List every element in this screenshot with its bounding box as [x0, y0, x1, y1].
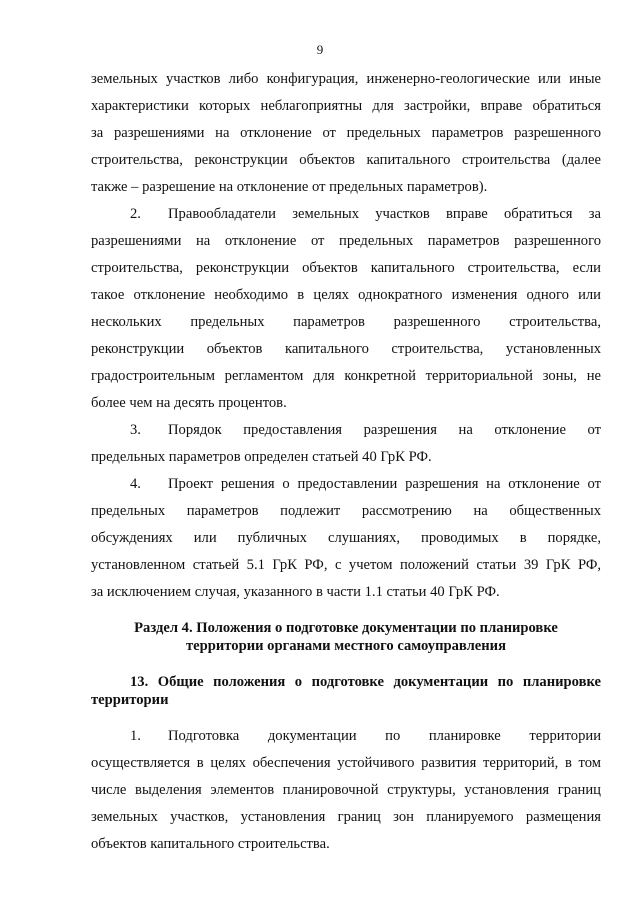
- text-line: объектов капитального строительства.: [91, 836, 330, 852]
- text-line: градостроительным регламентом для конкретной территориальной зоны, не: [91, 368, 601, 384]
- section-heading: территории органами местного самоуправления: [186, 638, 506, 654]
- text-line: строительства, реконструкции объектов капитального строительства, если: [91, 260, 601, 276]
- text-line: строительства, реконструкции объектов капитального строительства (далее: [91, 152, 601, 168]
- text-line: земельных участков либо конфигурация, инженерно-геологические или иные: [91, 71, 601, 87]
- text-line: Правообладатели земельных участков вправе обратиться за: [168, 206, 601, 222]
- text-line: нескольких предельных параметров разрешенного строительства,: [91, 314, 601, 330]
- text-line: Порядок предоставления разрешения на отклонение от: [168, 422, 601, 438]
- text-line: обсуждениях или публичных слушаниях, проводимых в порядке,: [91, 530, 601, 546]
- text-line: также – разрешение на отклонение от предельных параметров).: [91, 179, 488, 195]
- text-line: осуществляется в целях обеспечения устойчивого развития территорий, в том: [91, 755, 601, 771]
- article-heading: территории: [91, 692, 169, 708]
- text-line: разрешениями на отклонение от предельных параметров разрешенного: [91, 233, 601, 249]
- paragraph-number: 4.: [130, 476, 141, 492]
- section-heading: Раздел 4. Положения о подготовке документации по планировке: [134, 620, 558, 636]
- text-line: за исключением случая, указанного в части 1.1 статьи 40 ГрК РФ.: [91, 584, 500, 600]
- text-line: числе выделения элементов планировочной структуры, установления границ: [91, 782, 601, 798]
- text-line: земельных участков, установления границ зон планируемого размещения: [91, 809, 601, 825]
- text-line: установленном статьей 5.1 ГрК РФ, с учетом положений статьи 39 ГрК РФ,: [91, 557, 601, 573]
- text-line: характеристики которых неблагоприятны для застройки, вправе обратиться: [91, 98, 601, 114]
- article-heading: 13. Общие положения о подготовке документации по планировке: [130, 674, 601, 690]
- text-line: предельных параметров определен статьей 40 ГрК РФ.: [91, 449, 432, 465]
- paragraph-number: 3.: [130, 422, 141, 438]
- page-number: 9: [316, 42, 324, 57]
- text-line: более чем на десять процентов.: [91, 395, 287, 411]
- text-line: за разрешениями на отклонение от предельных параметров разрешенного: [91, 125, 601, 141]
- text-line: Подготовка документации по планировке территории: [168, 728, 601, 744]
- text-line: такое отклонение необходимо в целях однократного изменения одного или: [91, 287, 601, 303]
- text-line: реконструкции объектов капитального строительства, установленных: [91, 341, 601, 357]
- paragraph-number: 2.: [130, 206, 141, 222]
- text-line: Проект решения о предоставлении разрешения на отклонение от: [168, 476, 601, 492]
- paragraph-number: 1.: [130, 728, 141, 744]
- text-line: предельных параметров подлежит рассмотрению на общественных: [91, 503, 601, 519]
